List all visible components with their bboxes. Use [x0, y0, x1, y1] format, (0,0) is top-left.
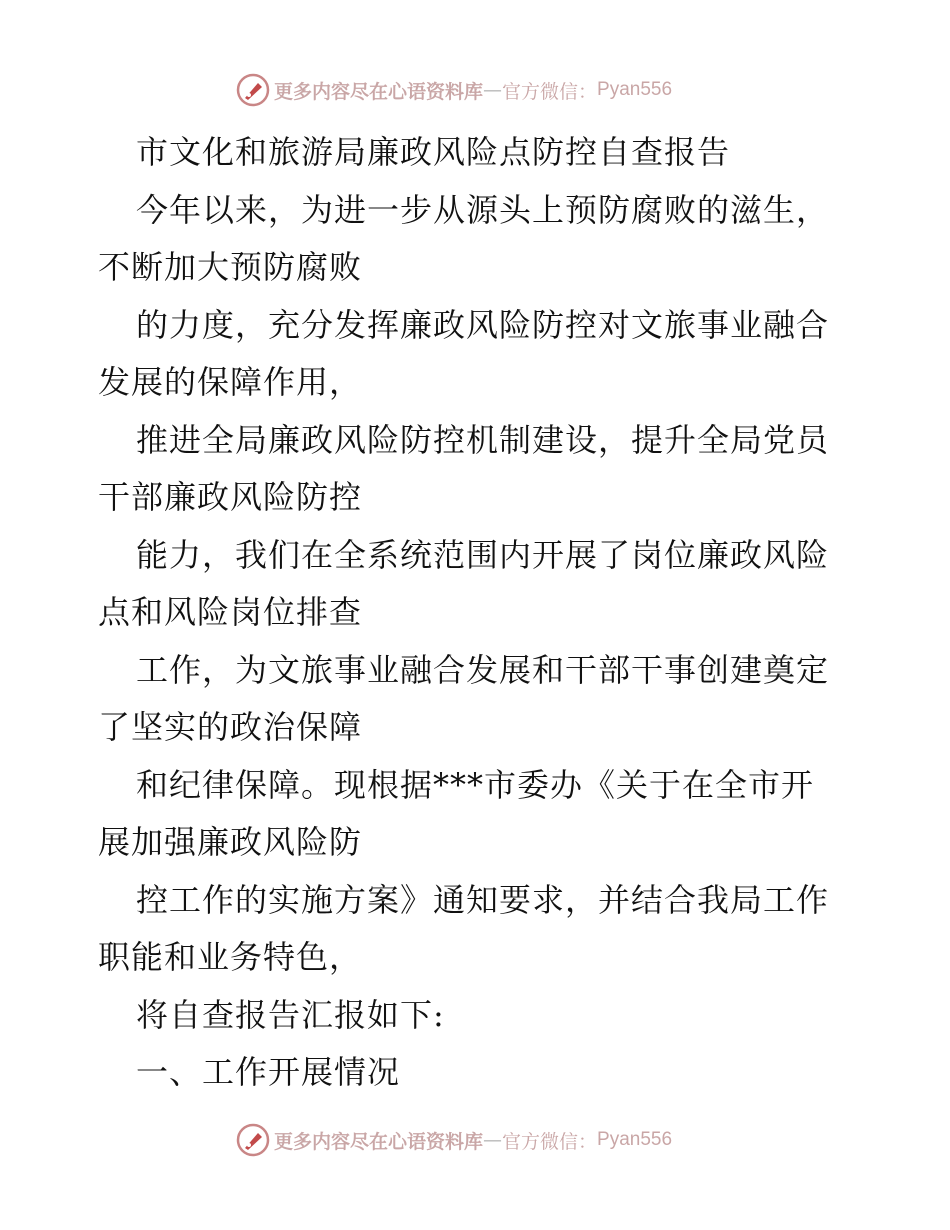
- watermark-wechat-label: 官方微信：: [502, 80, 598, 103]
- section-heading: 一、工作开展情况: [136, 1053, 401, 1091]
- text-line: 了坚实的政治保障: [98, 708, 363, 746]
- watermark-main-text: 更多内容尽在心语资料库: [274, 80, 484, 103]
- footer-watermark: [236, 1122, 672, 1158]
- document-body: [98, 124, 858, 1102]
- header-watermark: [236, 72, 672, 108]
- pen-nib-logo-icon: [236, 1123, 270, 1157]
- text-line: 推进全局廉政风险防控机制建设，提升全局党员: [136, 420, 830, 459]
- text-line: 的力度，充分发挥廉政风险防控对文旅事业融合: [136, 305, 830, 344]
- text-line: 干部廉政风险防控: [98, 478, 363, 516]
- text-line: 展加强廉政风险防: [98, 823, 363, 861]
- text-line: 将自查报告汇报如下:: [136, 995, 445, 1034]
- watermark-separator: —: [483, 79, 503, 101]
- watermark-wechat-id: Pyan556: [597, 1129, 673, 1150]
- text-line: 发展的保障作用，: [98, 363, 363, 401]
- watermark-wechat-id: Pyan556: [597, 79, 673, 100]
- text-line: 能力，我们在全系统范围内开展了岗位廉政风险: [136, 535, 830, 574]
- text-line: 今年以来，为进一步从源头上预防腐败的滋生，: [136, 190, 830, 229]
- pen-nib-logo-icon: [236, 73, 270, 107]
- text-line: 不断加大预防腐败: [98, 248, 363, 286]
- text-line: 职能和业务特色，: [98, 938, 363, 976]
- watermark-separator: —: [483, 1129, 503, 1151]
- watermark-wechat-label: 官方微信：: [502, 1130, 598, 1153]
- text-line: 控工作的实施方案》通知要求，并结合我局工作: [136, 880, 830, 919]
- text-line: 和纪律保障。现根据***市委办《关于在全市开: [136, 765, 815, 804]
- document-title: 市文化和旅游局廉政风险点防控自查报告: [136, 133, 731, 171]
- text-line: 工作，为文旅事业融合发展和干部干事创建奠定: [136, 650, 830, 689]
- text-line: 点和风险岗位排查: [98, 593, 363, 631]
- watermark-main-text: 更多内容尽在心语资料库: [274, 1130, 484, 1153]
